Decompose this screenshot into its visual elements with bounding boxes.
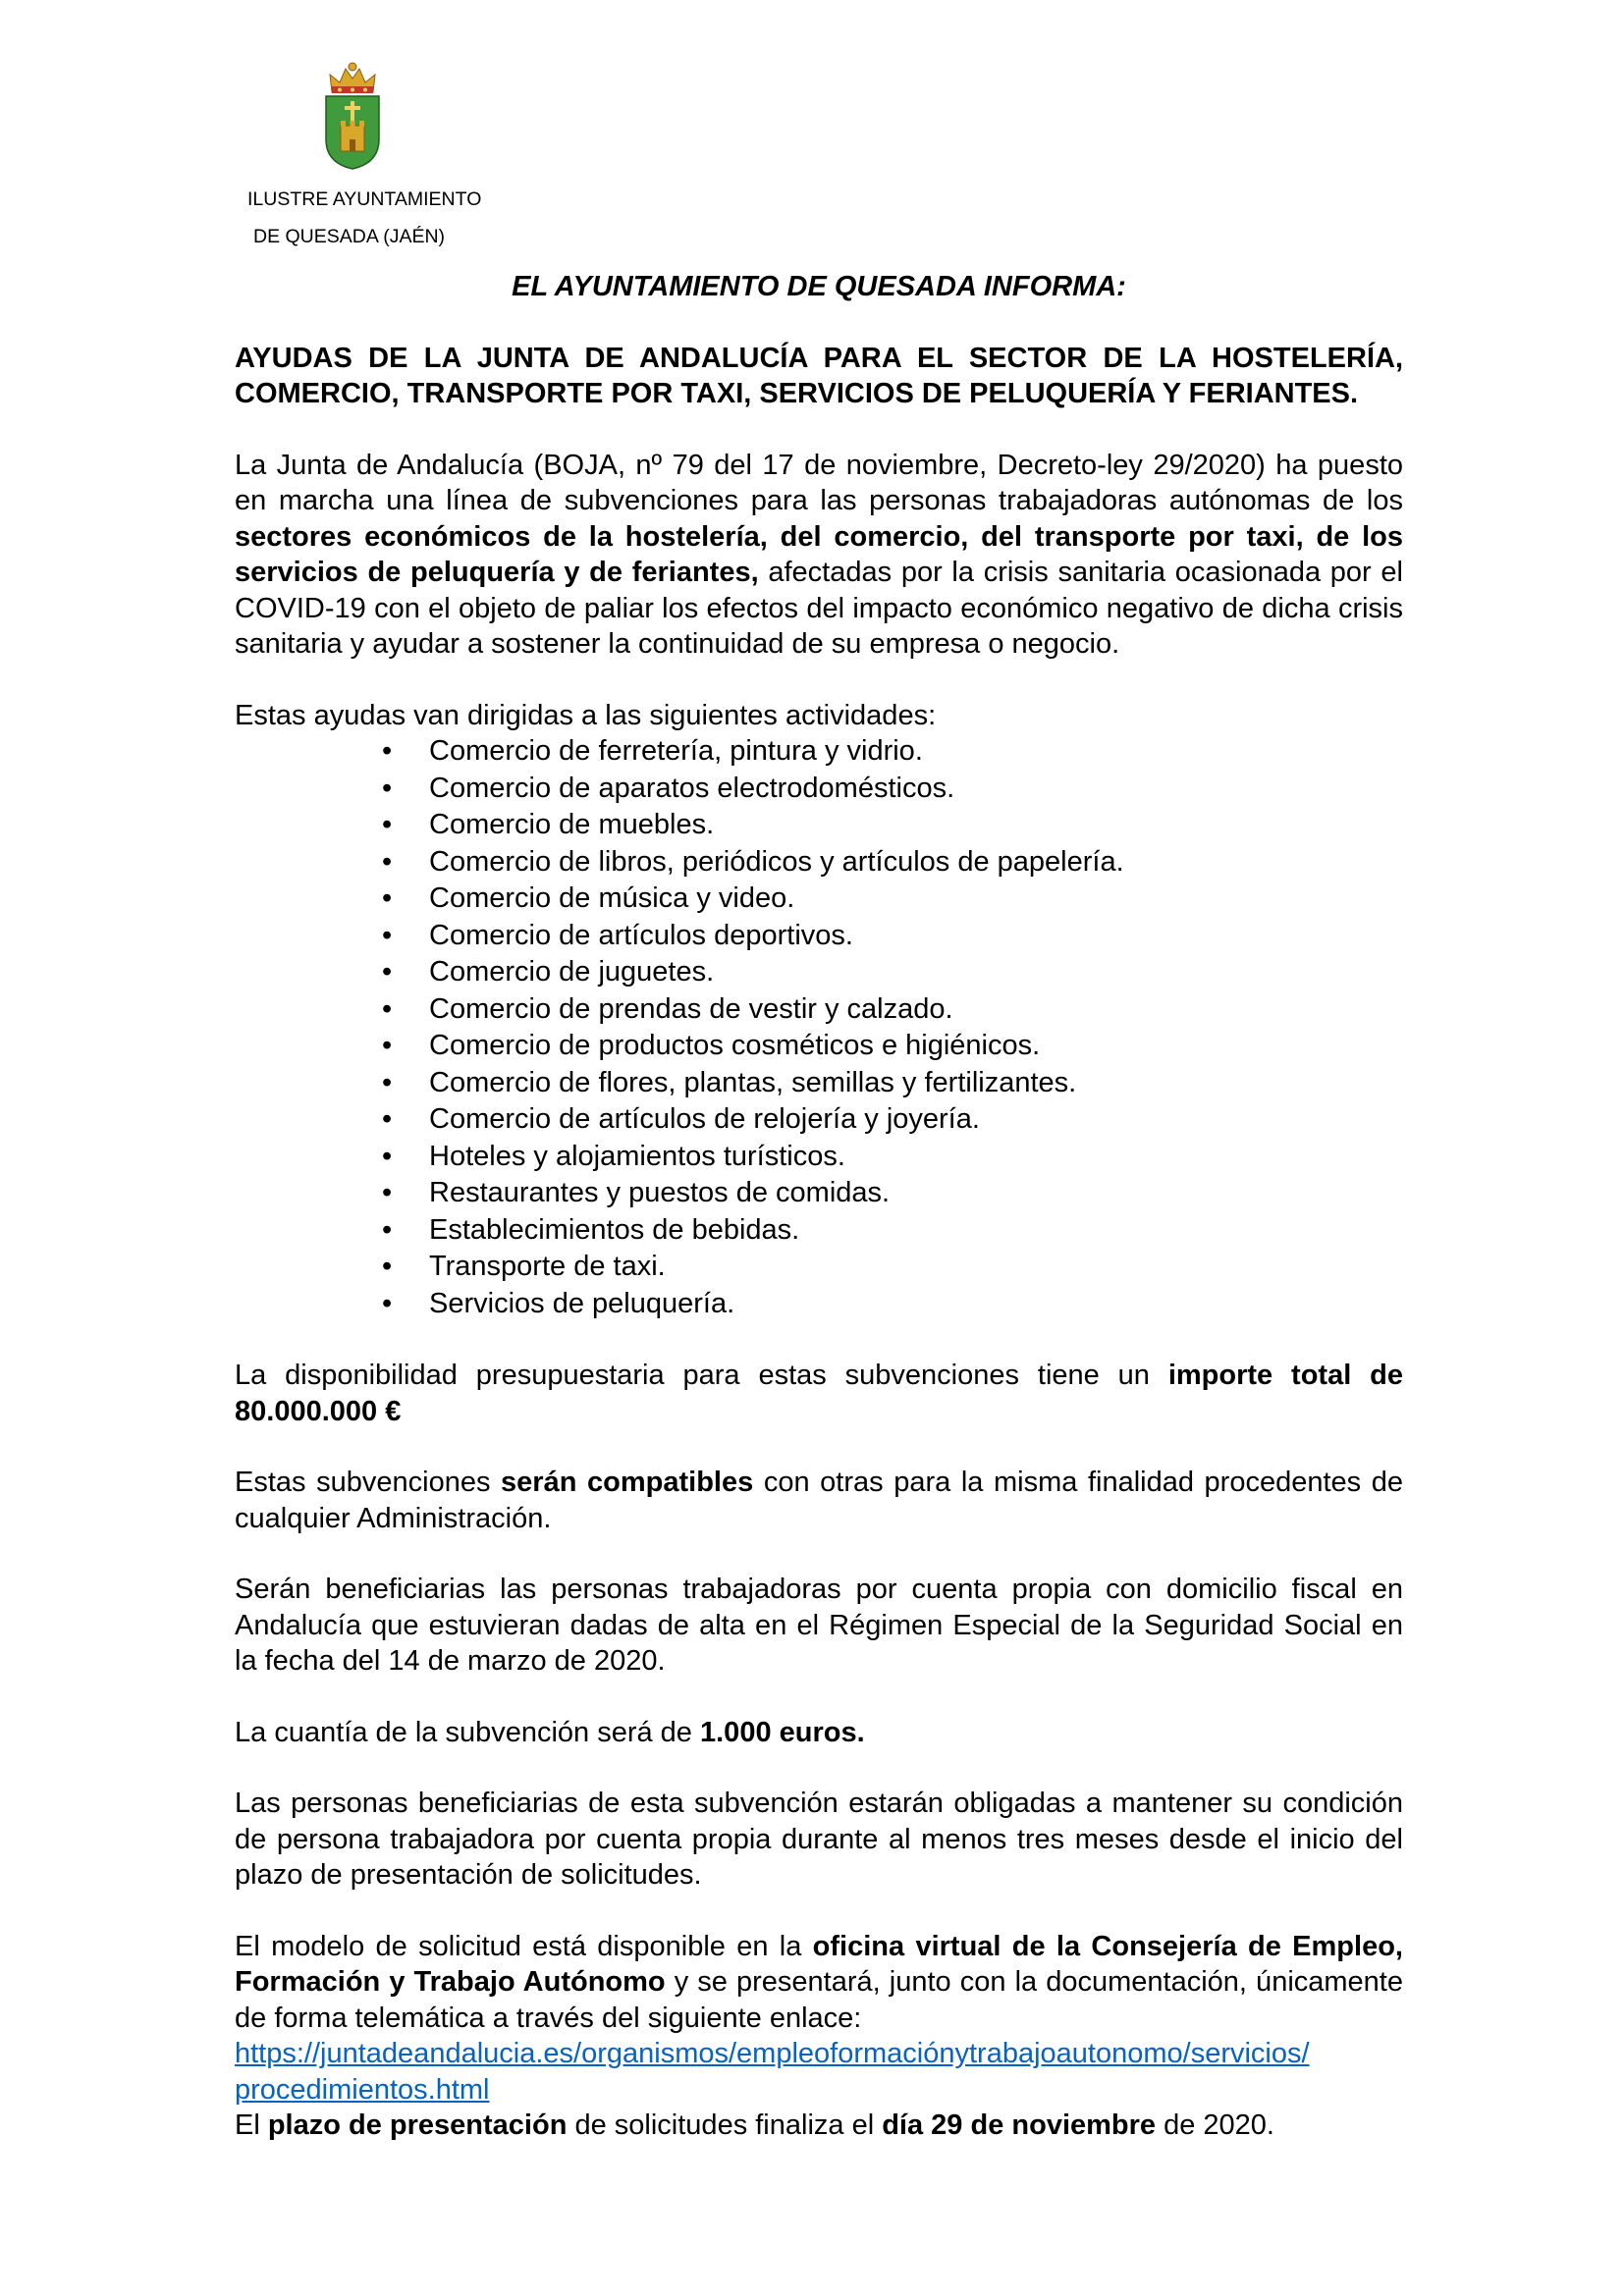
intro-paragraph	[235, 448, 1403, 663]
intro-text-b: sectores económicos de la hostelería, del comercio, del transporte por taxi, de los servicios de peluquería y de feriantes,	[235, 520, 1403, 588]
budget-amount: importe total de 80.000.000 €	[235, 1360, 1404, 1427]
compatibility-paragraph: Estas subvenciones serán compatibles con otras para la misma finalidad procedentes de cualquier Administración.	[235, 1467, 1404, 1534]
list-item: • Comercio de flores, plantas, semillas y fertilizantes.	[235, 1065, 1403, 1102]
procedures-link-continued[interactable]: procedimientos.html	[235, 2073, 490, 2106]
list-item: • Comercio de juguetes.	[235, 954, 1403, 991]
list-item: • Comercio de ferretería, pintura y vidrio.	[235, 733, 1403, 771]
intro-text-c: afectadas por la crisis sanitaria ocasionada por el COVID-19 con el objeto de paliar los efectos del impacto económico negativo de dicha crisis sanitaria y ayudar a sostener la continuidad de su empresa o negocio.	[235, 557, 1403, 660]
activities-intro: Estas ayudas van dirigidas a las siguientes actividades:	[235, 699, 937, 731]
bullet-icon: •	[382, 1066, 393, 1098]
bullet-icon: •	[382, 1177, 393, 1208]
bullet-icon: •	[382, 1103, 393, 1135]
list-item: • Restaurantes y puestos de comidas.	[235, 1175, 1403, 1212]
bullet-icon: •	[382, 1140, 393, 1172]
list-item: • Comercio de libros, periódicos y artículos de papelería.	[235, 844, 1403, 881]
list-item: • Establecimientos de bebidas.	[235, 1212, 1403, 1250]
list-item: • Comercio de muebles.	[235, 807, 1403, 844]
list-item: • Comercio de música y video.	[235, 881, 1403, 918]
bullet-icon: •	[382, 772, 393, 804]
bullet-icon: •	[382, 845, 393, 878]
intro-text-a: La Junta de Andalucía (BOJA, nº 79 del 17 de noviembre, Decreto-ley 29/2020) ha puesto en marcha una línea de subvenciones para las personas trabajadoras autónomas de los	[235, 449, 1403, 516]
list-item: • Comercio de artículos deportivos.	[235, 918, 1403, 955]
list-item: • Servicios de peluquería.	[235, 1286, 1403, 1323]
bullet-icon: •	[382, 809, 393, 840]
beneficiaries-paragraph: Serán beneficiarias las personas trabajadoras por cuenta propia con domicilio fiscal en Andalucía que estuvieran dadas de alta en el Régimen Especial de la Seguridad Social en la fecha del 14 de marzo de 2020.	[235, 1574, 1403, 1677]
obligation-paragraph: Las personas beneficiarias de esta subvención estarán obligadas a mantener su condición de persona trabajadora por cuenta propia durante al menos tres meses desde el inicio del plazo de presentación de solicitudes.	[235, 1788, 1403, 1891]
bullet-icon: •	[382, 992, 393, 1025]
deadline-date: día 29 de noviembre	[882, 2109, 1157, 2141]
document-body	[235, 269, 1403, 2144]
bullet-icon: •	[382, 735, 393, 767]
bullet-icon: •	[382, 1030, 393, 1061]
activities-list	[235, 733, 1403, 1322]
subsidy-amount: 1.000 euros.	[700, 1716, 865, 1748]
list-item: • Comercio de artículos de relojería y joyería.	[235, 1101, 1403, 1139]
bullet-icon: •	[382, 882, 393, 914]
municipality-header	[247, 190, 481, 264]
application-model-paragraph: El modelo de solicitud está disponible en la oficina virtual de la Consejería de Empleo, Formación y Trabajo Autónomo y se presentará, junto con la documentación, únicamente de forma telemática a través del siguiente enlace: https://juntadeandalucia.es/organismos/empleoformaciónytrabajoautonomo/servicios/ procedimientos.html	[235, 1930, 1403, 2106]
bullet-icon: •	[382, 956, 393, 988]
bullet-icon: •	[382, 1251, 393, 1282]
list-item: • Transporte de taxi.	[235, 1249, 1403, 1286]
informa-heading: EL AYUNTAMIENTO DE QUESADA INFORMA:	[512, 271, 1126, 302]
deadline-paragraph: El plazo de presentación de solicitudes finaliza el día 29 de noviembre de 2020.	[235, 2109, 1274, 2141]
procedures-link[interactable]: https://juntadeandalucia.es/organismos/empleoformaciónytrabajoautonomo/servicios/	[235, 2038, 1310, 2069]
bullet-icon: •	[382, 919, 393, 951]
list-item: • Comercio de aparatos electrodomésticos.	[235, 771, 1403, 808]
header-line-2: DE QUESADA (JAÉN)	[253, 225, 446, 247]
budget-paragraph: La disponibilidad presupuestaria para estas subvenciones tiene un importe total de 80.000.000 €	[235, 1360, 1404, 1427]
coat-of-arms-icon	[324, 61, 381, 171]
document-title: AYUDAS DE LA JUNTA DE ANDALUCÍA PARA EL SECTOR DE LA HOSTELERÍA, COMERCIO, TRANSPORTE POR TAXI, SERVICIOS DE PELUQUERÍA Y FERIANTES.	[235, 342, 1403, 409]
amount-paragraph: La cuantía de la subvención será de 1.000 euros.	[235, 1716, 865, 1748]
list-item: • Hoteles y alojamientos turísticos.	[235, 1139, 1403, 1176]
bullet-icon: •	[382, 1287, 393, 1319]
bullet-icon: •	[382, 1213, 393, 1246]
list-item: • Comercio de prendas de vestir y calzado.	[235, 991, 1403, 1029]
list-item: • Comercio de productos cosméticos e higiénicos.	[235, 1028, 1403, 1065]
header-line-1: ILUSTRE AYUNTAMIENTO	[247, 188, 482, 210]
